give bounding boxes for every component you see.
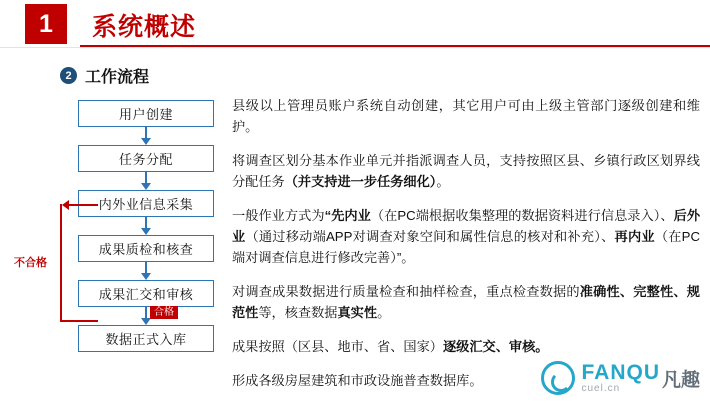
flow-arrow-3 — [78, 217, 214, 235]
flow-step-6: 数据正式入库 — [78, 325, 214, 352]
section-heading — [60, 64, 149, 87]
emphasis-text: 准确性、完整性、规范性 — [232, 284, 700, 320]
flow-arrowhead-icon — [141, 228, 151, 235]
workflow-flowchart — [78, 100, 214, 352]
content-body — [232, 95, 700, 404]
content-paragraph-2 — [232, 150, 700, 192]
page-title: 系统概述 — [92, 13, 197, 41]
loop-arrowhead-icon — [62, 200, 69, 210]
flow-pass-tag: 合格 — [150, 306, 178, 319]
flow-arrowhead-icon — [141, 183, 151, 190]
content-paragraph-1 — [232, 95, 700, 137]
flow-arrow-5 — [78, 307, 214, 325]
flow-step-4: 成果质检和核查 — [78, 235, 214, 262]
flow-arrow-4 — [78, 262, 214, 280]
loop-top-line — [67, 204, 98, 206]
flow-arrowhead-icon — [141, 318, 151, 325]
emphasis-text: 后外业 — [232, 208, 701, 244]
plain-text: 一般作业方式为 — [232, 208, 325, 223]
flow-step-3: 内外业信息采集 — [78, 190, 214, 217]
emphasis-text: “先内业 — [324, 208, 371, 223]
plain-text: 。 — [377, 305, 391, 320]
flow-arrow-1 — [78, 127, 214, 145]
slide-header — [0, 0, 710, 48]
emphasis-text: 逐级汇交、审核。 — [443, 339, 549, 354]
rework-loop-arrow — [42, 198, 82, 326]
emphasis-text: （并支持进一步任务细化） — [284, 174, 437, 189]
plain-text: 对调查成果数据进行质量检查和抽样检查，重点检查数据的 — [232, 284, 580, 299]
flow-arrowhead-icon — [141, 273, 151, 280]
flow-arrowhead-icon — [141, 138, 151, 145]
header-rule-thin — [0, 47, 710, 48]
emphasis-text: 再内业 — [614, 229, 655, 244]
plain-text: 县级以上管理员账户系统自动创建，其它用户可由上级主管部门逐级创建和维护。 — [232, 98, 700, 134]
watermark-logo-icon — [541, 361, 575, 395]
plain-text: 成果按照（区县、地市、省、国家） — [232, 339, 443, 354]
flow-arrow-2 — [78, 172, 214, 190]
section-label: 工作流程 — [85, 69, 150, 86]
watermark-brand: FANQU — [581, 360, 660, 384]
emphasis-text: 真实性 — [337, 305, 378, 320]
plain-text: （在PC端根据收集整理的数据资料进行信息录入）、 — [370, 208, 674, 223]
plain-text: 等，核查数据 — [258, 305, 338, 320]
plain-text: 形成各级房屋建筑和市政设施普查数据库。 — [232, 373, 483, 388]
plain-text: （在PC端对调查信息进行修改完善）” — [232, 229, 700, 265]
loop-bottom-line — [60, 320, 98, 322]
plain-text: 。 — [436, 174, 450, 189]
plain-text: （通过移动端APP对调查对象空间和属性信息的核对和补充）、 — [245, 229, 615, 244]
watermark-brand-cn: 凡趣 — [661, 369, 700, 391]
flow-step-5: 成果汇交和审核 — [78, 280, 214, 307]
header-badge-number: 1 — [25, 4, 67, 44]
section-number-badge: 2 — [60, 67, 77, 84]
content-paragraph-4 — [232, 281, 700, 323]
flow-step-1: 用户创建 — [78, 100, 214, 127]
plain-text: 。 — [401, 250, 415, 265]
watermark — [541, 361, 700, 395]
content-paragraph-5 — [232, 336, 700, 357]
flow-step-2: 任务分配 — [78, 145, 214, 172]
plain-text: 将调查区划分基本作业单元并指派调查人员，支持按照区县、乡镇行政区划界线分配任务 — [232, 153, 700, 189]
rework-label: 不合格 — [14, 257, 47, 269]
loop-vertical-line — [60, 204, 62, 322]
content-paragraph-3 — [232, 205, 700, 268]
watermark-sub: cuel.cn — [581, 382, 621, 394]
